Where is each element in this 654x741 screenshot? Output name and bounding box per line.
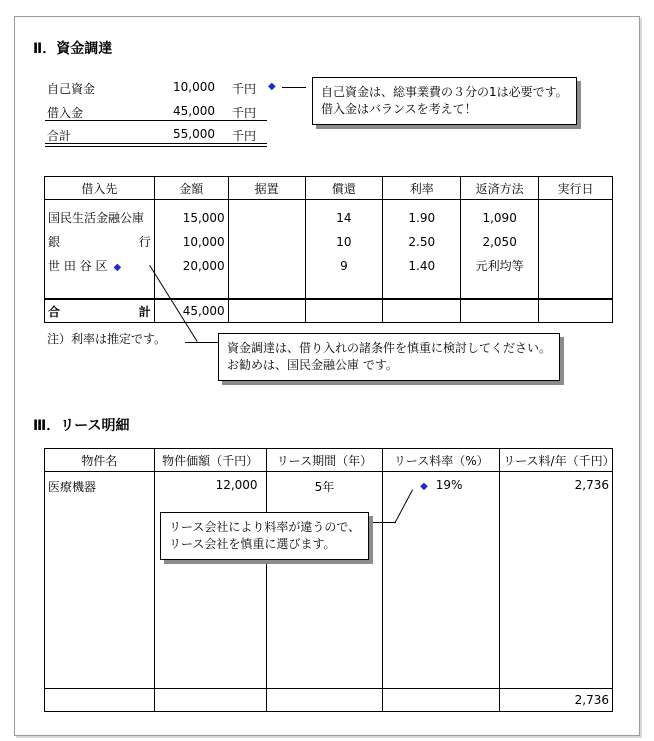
loan-table xyxy=(44,176,613,323)
col-header-date: 実行日 xyxy=(539,177,613,200)
loan-table-total-row xyxy=(45,299,613,323)
col-header-method: 返済方法 xyxy=(461,177,539,200)
amount-cell: 10,000 xyxy=(182,235,225,249)
diamond-marker-icon: ◆ xyxy=(268,81,276,92)
lender-name: 世 田 谷 区 ◆ xyxy=(48,259,122,273)
method-cell: 1,090 xyxy=(482,211,517,225)
lease-col-header-rate: リース料率（%） xyxy=(383,449,500,472)
lease-item-name: 医療機器 xyxy=(45,472,155,689)
lender-name: 国民生活金融公庫 xyxy=(48,211,145,225)
summary-label-total: 合計 xyxy=(47,129,72,143)
leader-line xyxy=(368,522,396,523)
lease-col-header-period: リース期間（年） xyxy=(266,449,383,472)
method-cell: 2,050 xyxy=(482,235,517,249)
lease-col-header-name: 物件名 xyxy=(45,449,155,472)
term-cell: 9 xyxy=(340,259,348,273)
callout-own-funds xyxy=(312,77,577,125)
callout-funding-line1: 資金調達は、借り入れの諸条件を慎重に検討してください。 xyxy=(227,341,552,355)
col-header-term: 償還 xyxy=(305,177,383,200)
lease-col-header-annual: リース料/年（千円） xyxy=(500,449,613,472)
rate-cell: 1.90 xyxy=(408,211,436,225)
lease-item-rate: 19% xyxy=(435,478,463,492)
lease-table xyxy=(44,448,613,712)
lease-col-header-price: 物件価額（千円） xyxy=(154,449,266,472)
callout-own-funds-line2: 借入金はバランスを考えて！ xyxy=(321,102,477,116)
method-cell: 元利均等 xyxy=(475,259,524,273)
amount-cell: 20,000 xyxy=(182,259,225,273)
col-header-lender: 借入先 xyxy=(45,177,155,200)
summary-value-own-funds: 10,000 xyxy=(173,80,215,94)
total-amount: 45,000 xyxy=(154,299,228,323)
diamond-marker-icon: ◆ xyxy=(113,262,122,273)
date-cell xyxy=(539,200,613,300)
lease-table-total-row xyxy=(45,689,613,712)
lease-total-annual: 2,736 xyxy=(500,689,613,712)
summary-double-rule-bottom xyxy=(45,146,267,147)
lender-name: 銀 行 xyxy=(48,235,151,249)
callout-lease-line2: リース会社を慎重に選びます。 xyxy=(169,537,336,551)
col-header-rate: 利率 xyxy=(383,177,461,200)
leader-line xyxy=(282,87,306,88)
section2-heading: Ⅱ．資金調達 xyxy=(33,41,113,57)
loan-table-body xyxy=(45,200,613,300)
callout-funding xyxy=(218,333,560,381)
summary-double-rule-top xyxy=(45,143,267,144)
term-cell: 10 xyxy=(336,235,352,249)
summary-unit-own-funds: 千円 xyxy=(232,82,257,96)
summary-unit-loan: 千円 xyxy=(232,106,257,120)
term-cell: 14 xyxy=(336,211,352,225)
summary-label-own-funds: 自己資金 xyxy=(47,82,96,96)
total-label: 合 計 xyxy=(48,304,151,319)
callout-own-funds-line1: 自己資金は、総事業費の３分の1は必要です。 xyxy=(321,85,568,99)
lease-item-price: 12,000 xyxy=(154,472,266,689)
callout-lease xyxy=(160,512,369,560)
rate-cell: 2.50 xyxy=(408,235,436,249)
callout-lease-line1: リース会社により料率が違うので、 xyxy=(169,520,361,534)
col-header-deferral: 据置 xyxy=(228,177,305,200)
summary-label-loan: 借入金 xyxy=(47,106,84,120)
diamond-marker-icon: ◆ xyxy=(420,481,428,492)
summary-unit-total: 千円 xyxy=(232,129,257,143)
loan-table-header-row xyxy=(45,177,613,200)
leader-line xyxy=(185,342,218,343)
amount-cell: 15,000 xyxy=(182,211,225,225)
callout-funding-line2: お勧めは、国民金融公庫 です。 xyxy=(227,358,398,372)
section3-heading: Ⅲ．リース明細 xyxy=(33,418,130,434)
summary-value-loan: 45,000 xyxy=(173,104,215,118)
summary-value-total: 55,000 xyxy=(173,127,215,141)
lease-table-row xyxy=(45,472,613,689)
lease-item-period: 5年 xyxy=(266,472,383,689)
deferral-cell xyxy=(228,200,305,300)
rate-note: 注）利率は推定です。 xyxy=(47,332,167,346)
rate-cell: 1.40 xyxy=(408,259,436,273)
lease-table-header-row xyxy=(45,449,613,472)
summary-rule xyxy=(45,120,267,121)
col-header-amount: 金額 xyxy=(154,177,228,200)
lease-item-annual: 2,736 xyxy=(500,472,613,689)
